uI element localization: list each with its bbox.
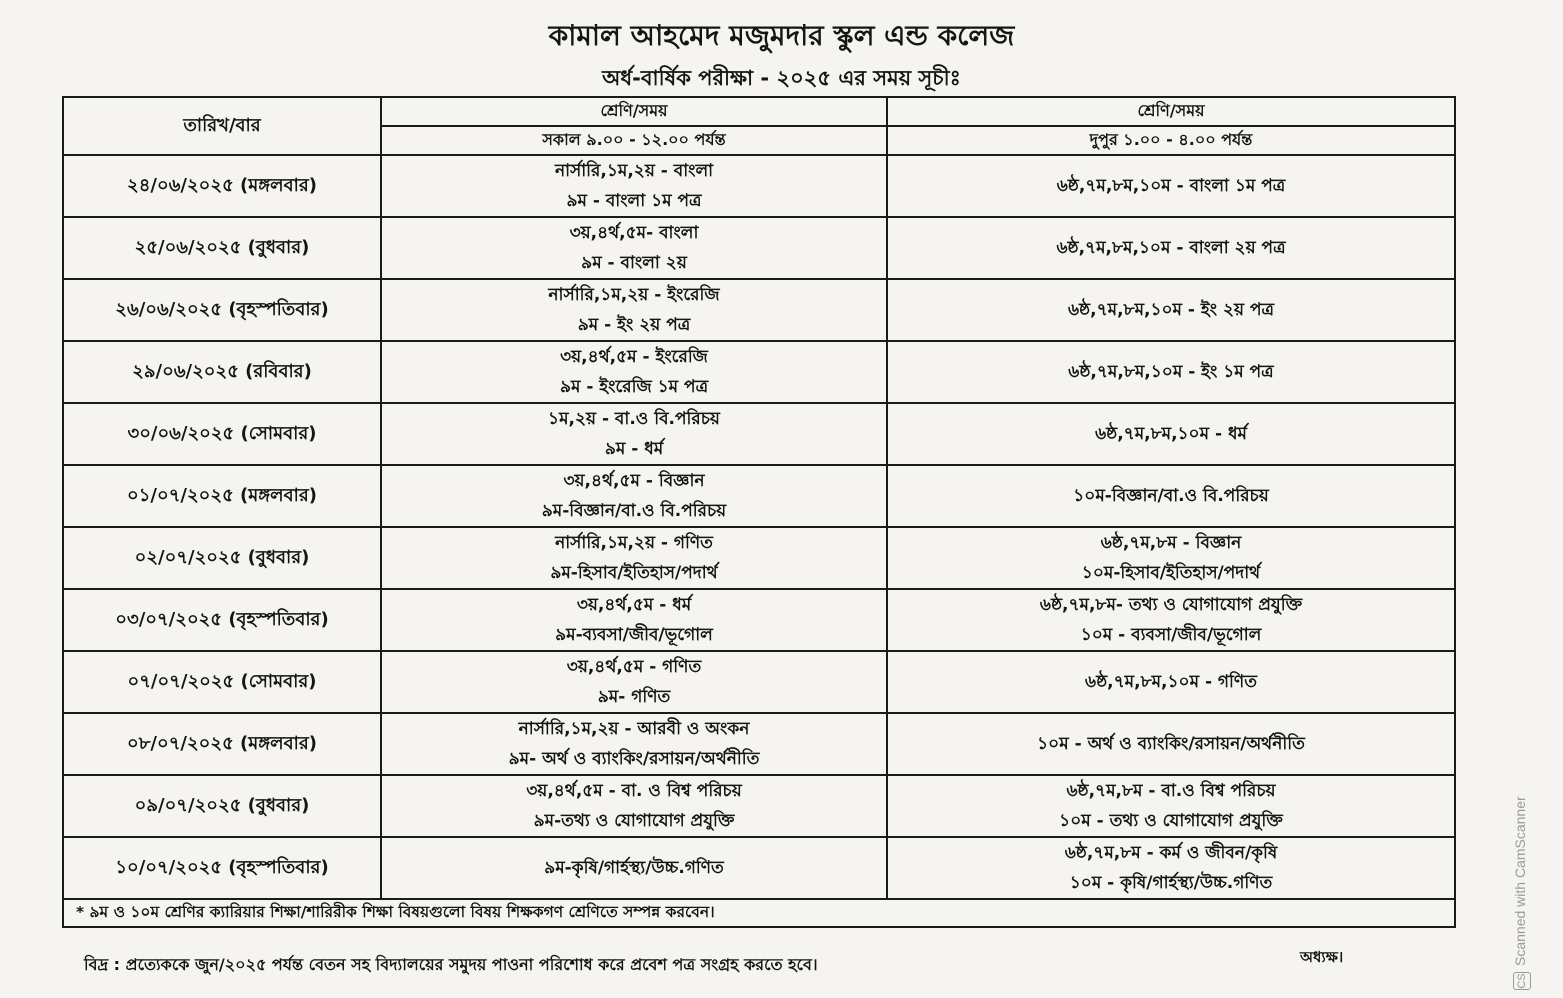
morning-exam-cell xyxy=(381,217,887,279)
table-row xyxy=(63,155,1455,217)
afternoon-exam-cell xyxy=(887,155,1455,217)
morning-exam-cell xyxy=(381,465,887,527)
afternoon-subject-line: ১০ম - ব্যবসা/জীব/ভূগোল xyxy=(1080,625,1262,645)
afternoon-exam-cell xyxy=(887,341,1455,403)
afternoon-subject-line: ৬ষ্ঠ,৭ম,৮ম,১০ম - ইং ১ম পত্র xyxy=(1068,362,1274,382)
morning-subject-line: ৯ম-হিসাব/ইতিহাস/পদার্থ xyxy=(550,563,718,583)
table-note: * ৯ম ও ১০ম শ্রেণির ক্যারিয়ার শিক্ষা/শারিরীক শিক্ষা বিষয়গুলো বিষয় শিক্ষকগণ শ্রেণিতে সম্পন্ন করবেন। xyxy=(63,899,1455,927)
morning-subject-line: ৩য়,৪র্থ,৫ম - বা. ও বিশ্ব পরিচয় xyxy=(526,781,742,801)
morning-subject-line: ৯ম - বাংলা ২য় xyxy=(581,253,687,273)
morning-subject-line: নার্সারি,১ম,২য় - ইংরেজি xyxy=(548,285,720,305)
afternoon-exam-cell xyxy=(887,589,1455,651)
camscanner-icon: CS xyxy=(1513,972,1531,990)
morning-exam-cell xyxy=(381,403,887,465)
morning-subject-line: ৯ম - ধর্ম xyxy=(604,439,664,459)
morning-subject-line: ৯ম - ইংরেজি ১ম পত্র xyxy=(559,377,709,397)
afternoon-subject-line: ১০ম - তথ্য ও যোগাযোগ প্রযুক্তি xyxy=(1059,811,1283,831)
afternoon-exam-cell xyxy=(887,713,1455,775)
afternoon-subject-line: ৬ষ্ঠ,৭ম,৮ম,১০ম - ধর্ম xyxy=(1095,424,1247,444)
afternoon-subject-line: ৬ষ্ঠ,৭ম,৮ম - বিজ্ঞান xyxy=(1100,533,1242,553)
afternoon-exam-cell xyxy=(887,403,1455,465)
morning-subject-line: নার্সারি,১ম,২য় - আরবী ও অংকন xyxy=(518,719,750,739)
table-row xyxy=(63,651,1455,713)
exam-date: ০৩/০৭/২০২৫ (বৃহস্পতিবার) xyxy=(63,589,381,651)
afternoon-exam-cell xyxy=(887,775,1455,837)
exam-date: ২৪/০৬/২০২৫ (মঙ্গলবার) xyxy=(63,155,381,217)
morning-subject-line: ৯ম- অর্থ ও ব্যাংকিং/রসায়ন/অর্থনীতি xyxy=(508,749,760,769)
morning-column-header: শ্রেণি/সময় xyxy=(381,97,887,126)
morning-subject-line: ৩য়,৪র্থ,৫ম - গণিত xyxy=(566,657,702,677)
table-row xyxy=(63,775,1455,837)
morning-subject-line: ৩য়,৪র্থ,৫ম - বিজ্ঞান xyxy=(563,471,705,491)
exam-date: ০১/০৭/২০২৫ (মঙ্গলবার) xyxy=(63,465,381,527)
exam-date: ১০/০৭/২০২৫ (বৃহস্পতিবার) xyxy=(63,837,381,899)
morning-subject-line: ১ম,২য় - বা.ও বি.পরিচয় xyxy=(548,409,720,429)
exam-date: ৩০/০৬/২০২৫ (সোমবার) xyxy=(63,403,381,465)
morning-subject-line: ৩য়,৪র্থ,৫ম- বাংলা xyxy=(569,223,699,243)
table-row xyxy=(63,837,1455,899)
afternoon-exam-cell xyxy=(887,527,1455,589)
afternoon-exam-cell xyxy=(887,279,1455,341)
morning-exam-cell xyxy=(381,837,887,899)
exam-date: ০৭/০৭/২০২৫ (সোমবার) xyxy=(63,651,381,713)
morning-subject-line: নার্সারি,১ম,২য় - বাংলা xyxy=(554,161,714,181)
afternoon-subject-line: ৬ষ্ঠ,৭ম,৮ম,১০ম - বাংলা ১ম পত্র xyxy=(1056,176,1286,196)
table-row xyxy=(63,279,1455,341)
exam-date: ০৮/০৭/২০২৫ (মঙ্গলবার) xyxy=(63,713,381,775)
morning-exam-cell xyxy=(381,713,887,775)
exam-date: ০৯/০৭/২০২৫ (বুধবার) xyxy=(63,775,381,837)
morning-subject-line: ৯ম-কৃষি/গার্হস্থ্য/উচ্চ.গণিত xyxy=(544,858,724,878)
principal-signature: অধ্যক্ষ। xyxy=(1300,948,1344,966)
afternoon-subject-line: ১০ম-হিসাব/ইতিহাস/পদার্থ xyxy=(1081,563,1261,583)
morning-time-header: সকাল ৯.০০ - ১২.০০ পর্যন্ত xyxy=(381,126,887,155)
afternoon-time-header: দুপুর ১.০০ - ৪.০০ পর্যন্ত xyxy=(887,126,1455,155)
morning-subject-line: ৯ম-তথ্য ও যোগাযোগ প্রযুক্তি xyxy=(533,811,735,831)
morning-subject-line: ৩য়,৪র্থ,৫ম - ধর্ম xyxy=(576,595,692,615)
afternoon-exam-cell xyxy=(887,465,1455,527)
exam-date: ০২/০৭/২০২৫ (বুধবার) xyxy=(63,527,381,589)
morning-exam-cell xyxy=(381,527,887,589)
table-row xyxy=(63,403,1455,465)
table-row xyxy=(63,589,1455,651)
afternoon-subject-line: ১০ম - অর্থ ও ব্যাংকিং/রসায়ন/অর্থনীতি xyxy=(1037,734,1305,754)
afternoon-exam-cell xyxy=(887,837,1455,899)
camscanner-text: Scanned with CamScanner xyxy=(1512,796,1528,966)
morning-subject-line: ৩য়,৪র্থ,৫ম - ইংরেজি xyxy=(560,347,708,367)
afternoon-subject-line: ৬ষ্ঠ,৭ম,৮ম,১০ম - ইং ২য় পত্র xyxy=(1068,300,1274,320)
footer-notice: বিদ্র : প্রত্যেককে জুন/২০২৫ পর্যন্ত বেতন সহ বিদ্যালয়ের সমুদয় পাওনা পরিশোধ করে প্রবেশ পত্র সংগ্রহ করতে হবে। xyxy=(84,955,818,974)
morning-exam-cell xyxy=(381,341,887,403)
table-row xyxy=(63,465,1455,527)
morning-exam-cell xyxy=(381,589,887,651)
afternoon-exam-cell xyxy=(887,217,1455,279)
morning-exam-cell xyxy=(381,775,887,837)
table-row xyxy=(63,341,1455,403)
morning-subject-line: ৯ম - বাংলা ১ম পত্র xyxy=(566,191,702,211)
table-row xyxy=(63,527,1455,589)
afternoon-subject-line: ৬ষ্ঠ,৭ম,৮ম,১০ম - গণিত xyxy=(1085,672,1257,692)
morning-subject-line: ৯ম-বিজ্ঞান/বা.ও বি.পরিচয় xyxy=(541,501,727,521)
exam-date: ২৬/০৬/২০২৫ (বৃহস্পতিবার) xyxy=(63,279,381,341)
morning-subject-line: ৯ম-ব্যবসা/জীব/ভূগোল xyxy=(555,625,713,645)
afternoon-subject-line: ১০ম-বিজ্ঞান/বা.ও বি.পরিচয় xyxy=(1073,486,1269,506)
morning-exam-cell xyxy=(381,279,887,341)
afternoon-column-header: শ্রেণি/সময় xyxy=(887,97,1455,126)
morning-exam-cell xyxy=(381,155,887,217)
school-title: কামাল আহমেদ মজুমদার স্কুল এন্ড কলেজ xyxy=(548,19,1015,52)
afternoon-subject-line: ৬ষ্ঠ,৭ম,৮ম - বা.ও বিশ্ব পরিচয় xyxy=(1066,781,1276,801)
afternoon-subject-line: ৬ষ্ঠ,৭ম,৮ম,১০ম - বাংলা ২য় পত্র xyxy=(1056,238,1286,258)
exam-date: ২৯/০৬/২০২৫ (রবিবার) xyxy=(63,341,381,403)
morning-subject-line: নার্সারি,১ম,২য় - গণিত xyxy=(555,533,713,553)
exam-subtitle: অর্ধ-বার্ষিক পরীক্ষা - ২০২৫ এর সময় সূচীঃ xyxy=(602,66,961,90)
exam-schedule-table xyxy=(62,96,1456,928)
camscanner-watermark xyxy=(1512,796,1531,990)
afternoon-subject-line: ১০ম - কৃষি/গার্হস্থ্য/উচ্চ.গণিত xyxy=(1069,873,1273,893)
morning-exam-cell xyxy=(381,651,887,713)
afternoon-subject-line: ৬ষ্ঠ,৭ম,৮ম- তথ্য ও যোগাযোগ প্রযুক্তি xyxy=(1039,595,1303,615)
morning-subject-line: ৯ম- গণিত xyxy=(597,687,671,707)
table-row xyxy=(63,713,1455,775)
exam-date: ২৫/০৬/২০২৫ (বুধবার) xyxy=(63,217,381,279)
date-column-header: তারিখ/বার xyxy=(63,97,381,155)
afternoon-exam-cell xyxy=(887,651,1455,713)
table-row xyxy=(63,217,1455,279)
morning-subject-line: ৯ম - ইং ২য় পত্র xyxy=(577,315,691,335)
afternoon-subject-line: ৬ষ্ঠ,৭ম,৮ম - কর্ম ও জীবন/কৃষি xyxy=(1064,843,1278,863)
